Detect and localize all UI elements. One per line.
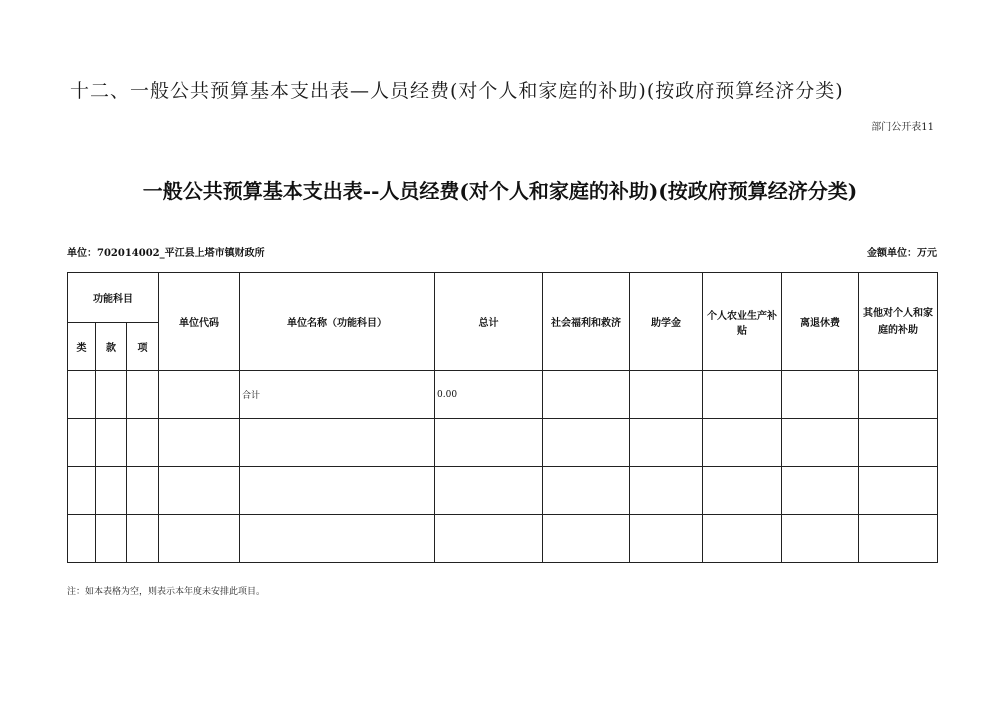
header-lei: 类: [68, 323, 96, 371]
header-kuan: 款: [96, 323, 127, 371]
cell-xiang: [127, 467, 159, 515]
cell-kuan: [96, 515, 127, 563]
header-func-subject: 功能科目: [68, 273, 159, 323]
cell-lei: [68, 371, 96, 419]
header-xiang: 项: [127, 323, 159, 371]
cell-total: [435, 419, 543, 467]
unit-label: 单位：702014002_平江县上塔市镇财政所: [67, 248, 265, 259]
cell-other-subsidy: [859, 467, 938, 515]
cell-retirement: [782, 371, 859, 419]
cell-unit-name: [240, 419, 435, 467]
expenditure-table: [67, 272, 938, 563]
cell-social-welfare: [543, 467, 630, 515]
cell-social-welfare: [543, 371, 630, 419]
cell-other-subsidy: [859, 371, 938, 419]
cell-unit-name: [240, 467, 435, 515]
main-title: 一般公共预算基本支出表--人员经费(对个人和家庭的补助)(按政府预算经济分类): [142, 179, 858, 203]
cell-xiang: [127, 515, 159, 563]
cell-retirement: [782, 515, 859, 563]
table-number: 部门公开表11: [871, 122, 934, 133]
cell-retirement: [782, 467, 859, 515]
cell-unit-code: [159, 371, 240, 419]
cell-retirement: [782, 419, 859, 467]
cell-agri-subsidy: [703, 371, 782, 419]
header-retirement: 离退休费: [782, 273, 859, 371]
cell-kuan: [96, 371, 127, 419]
cell-agri-subsidy: [703, 515, 782, 563]
cell-total: [435, 467, 543, 515]
cell-lei: [68, 467, 96, 515]
cell-grant: [630, 419, 703, 467]
header-unit-code: 单位代码: [159, 273, 240, 371]
header-grant: 助学金: [630, 273, 703, 371]
header-social-welfare: 社会福利和救济: [543, 273, 630, 371]
cell-social-welfare: [543, 515, 630, 563]
cell-unit-code: [159, 467, 240, 515]
table-row: [68, 371, 938, 419]
cell-lei: [68, 419, 96, 467]
footnote: 注：如本表格为空，则表示本年度未安排此项目。: [67, 587, 266, 597]
header-other-subsidy: 其他对个人和家庭的补助: [859, 273, 938, 371]
amount-unit: 金额单位：万元: [867, 248, 937, 259]
cell-unit-name: 合计: [240, 371, 435, 419]
cell-xiang: [127, 419, 159, 467]
cell-total: 0.00: [435, 371, 543, 419]
section-title: 十二、一般公共预算基本支出表—人员经费(对个人和家庭的补助)(按政府预算经济分类): [70, 80, 844, 102]
cell-other-subsidy: [859, 515, 938, 563]
cell-total: [435, 515, 543, 563]
header-unit-name: 单位名称（功能科目）: [240, 273, 435, 371]
header-row-1: [68, 273, 938, 323]
cell-grant: [630, 467, 703, 515]
cell-kuan: [96, 419, 127, 467]
cell-grant: [630, 371, 703, 419]
cell-unit-name: [240, 515, 435, 563]
table-row: [68, 515, 938, 563]
cell-unit-code: [159, 515, 240, 563]
cell-other-subsidy: [859, 419, 938, 467]
header-total: 总计: [435, 273, 543, 371]
cell-kuan: [96, 467, 127, 515]
cell-grant: [630, 515, 703, 563]
unit-line: [67, 244, 937, 258]
cell-agri-subsidy: [703, 419, 782, 467]
table-row: [68, 467, 938, 515]
cell-social-welfare: [543, 419, 630, 467]
cell-unit-code: [159, 419, 240, 467]
header-agri-subsidy: 个人农业生产补贴: [703, 273, 782, 371]
cell-agri-subsidy: [703, 467, 782, 515]
cell-lei: [68, 515, 96, 563]
cell-xiang: [127, 371, 159, 419]
table-row: [68, 419, 938, 467]
